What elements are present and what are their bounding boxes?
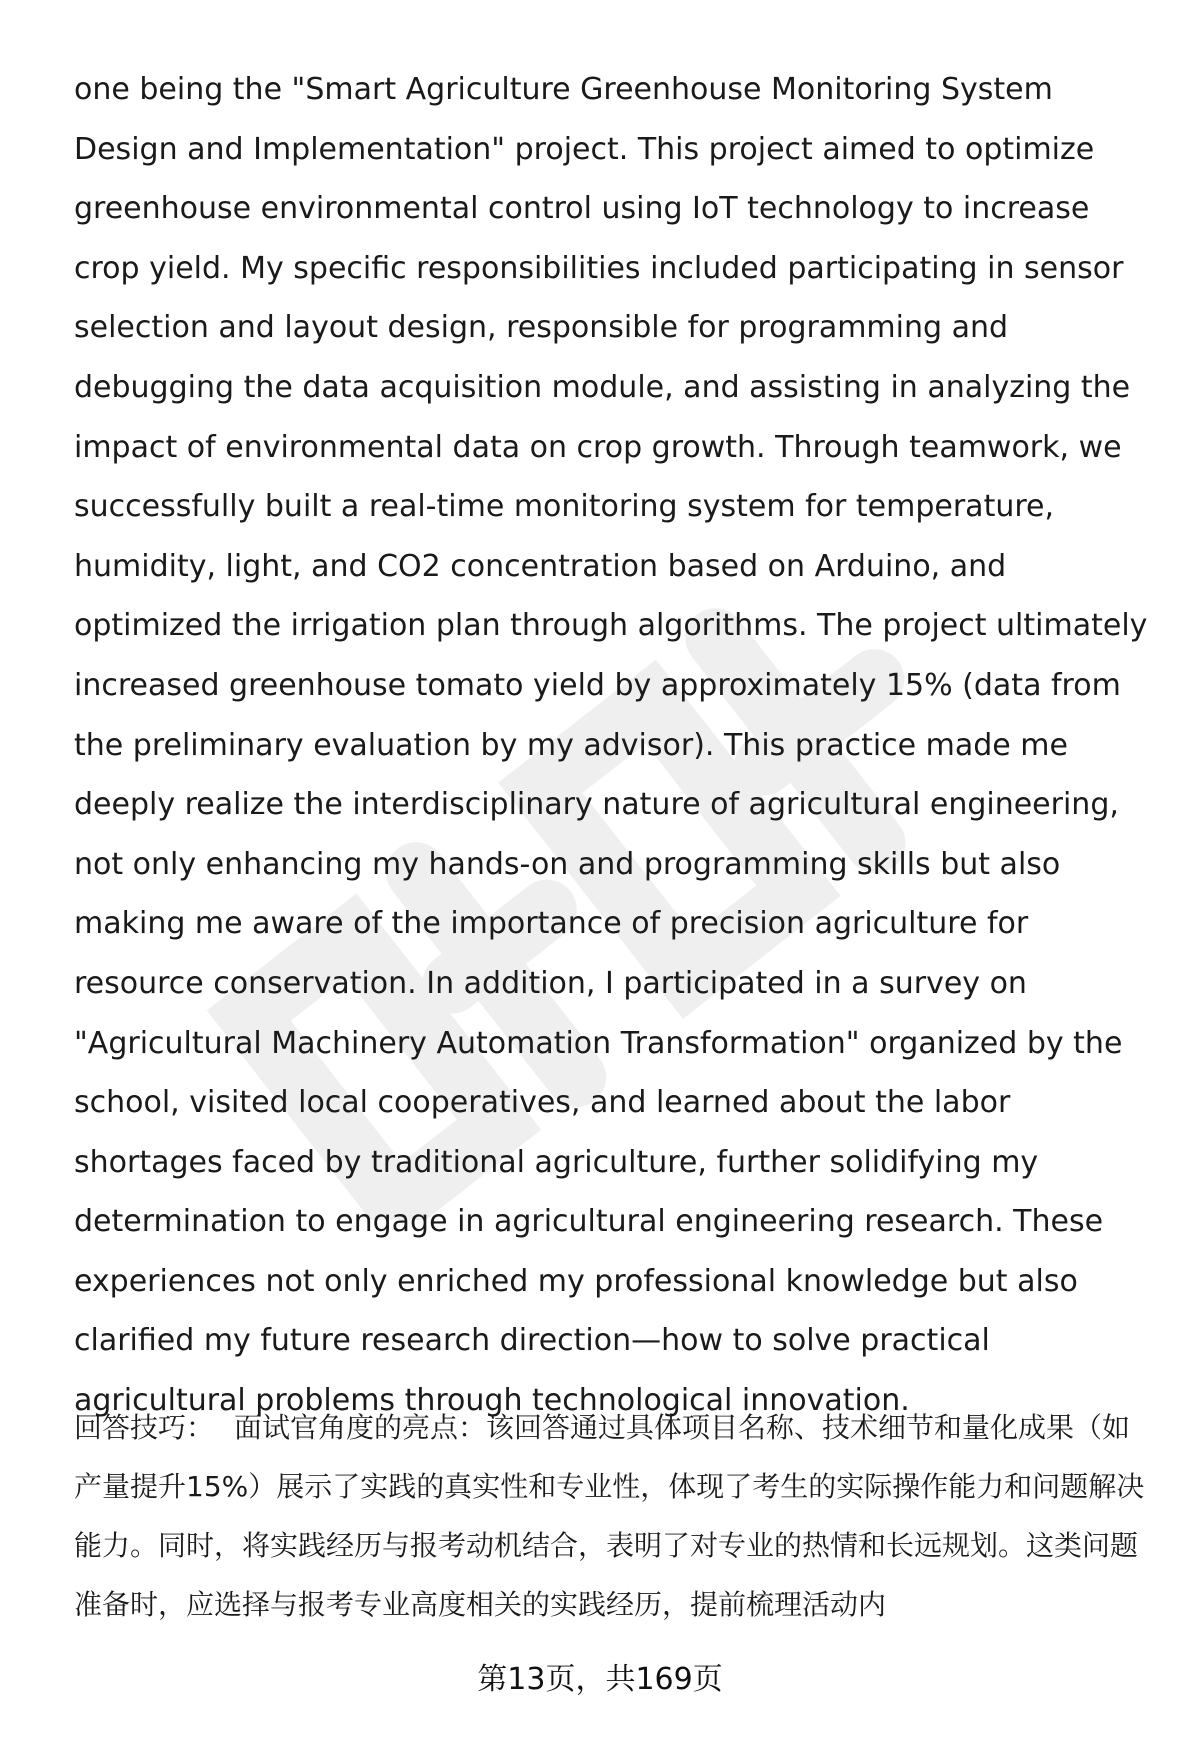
body-paragraph: one being the "Smart Agriculture Greenhouse Monitoring System Design and Implementation" project. This project aimed to optimize greenhouse environmental control using IoT technology to increase crop yield. My specific responsibilities included participating in sensor selection and layout design, responsible for programming and debugging the data acquisition module, and assisting in analyzing the impact of environmental data on crop growth. Through teamwork, we successfully built a real-time monitoring system for temperature, humidity, light, and CO2 concentration based on Arduino, and optimized the irrigation plan through algorithms. The project ultimately increased greenhouse tomato yield by approximately 15% (data from the preliminary evaluation by my advisor). This practice made me deeply realize the interdisciplinary nature of agricultural engineering, not only enhancing my hands-on and programming skills but also making me aware of the importance of precision agriculture for resource conservation. In addition, I participated in a survey on "Agricultural Machinery Automation Transformation" organized by the school, visited local cooperatives, and learned about the labor shortages faced by traditional agriculture, further solidifying my determination to engage in agricultural engineering research. These experiences not only enriched my professional knowledge but also clarified my future research direction—how to solve practical agricultural problems through technological innovation. <box>74 72 1148 1419</box>
tip-label: 回答技巧： <box>74 1411 215 1444</box>
document-page <box>74 60 1154 1431</box>
tip-text: 面试官角度的亮点：该回答通过具体项目名称、技术细节和量化成果（如产量提升15%）展示了实践的真实性和专业性，体现了考生的实际操作能力和问题解决能力。同时，将实践经历与报考动机结合，表明了对专业的热情和长远规划。这类问题准备时，应选择与报考专业高度相关的实践经历，提前梳理活动内 <box>74 1411 1145 1621</box>
page-footer <box>0 1660 1200 1700</box>
page-indicator: 第13页，共169页 <box>477 1662 723 1697</box>
answer-tip-paragraph <box>74 1398 1154 1634</box>
